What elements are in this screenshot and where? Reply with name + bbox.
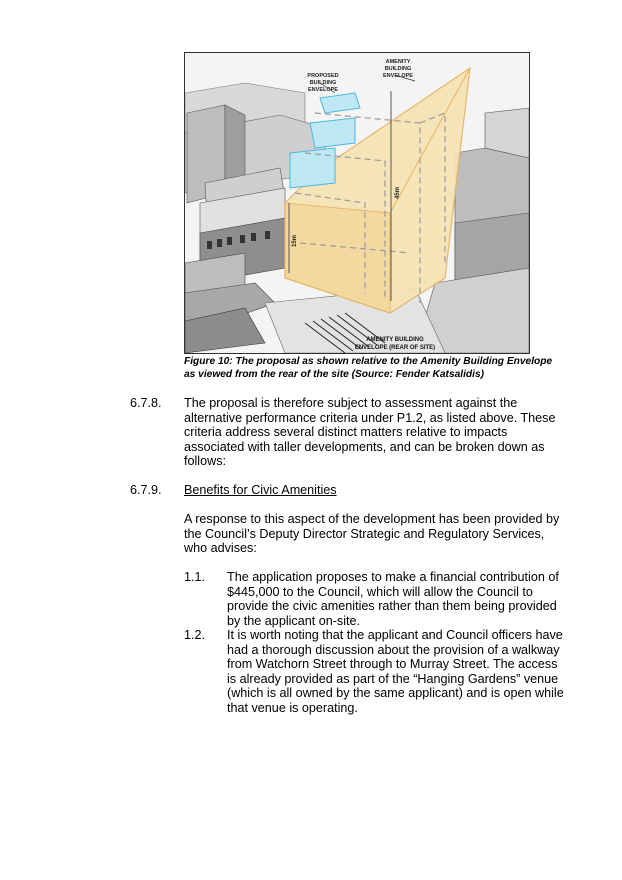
amenity-label-line-1: AMENITY <box>385 59 411 65</box>
proposed-label-line-3: ENVELOPE <box>308 87 338 93</box>
section-679-intro <box>184 512 569 556</box>
caption-line-1: Figure 10: The proposal as shown relative to the Amenity Building Envelope <box>184 356 553 367</box>
paragraph-line: (which is all owned by the same applicant) and is open while <box>227 686 564 700</box>
paragraph-line: The proposal is therefore subject to assessment against the <box>184 396 518 410</box>
paragraph-line: is already provided as part of the “Hanging Gardens” venue <box>227 671 559 686</box>
paragraph-line: who advises: <box>184 541 257 555</box>
bottom-label-line-2: ENVELOPE (REAR OF SITE) <box>354 345 436 351</box>
figure-caption <box>184 356 584 381</box>
paragraph-line: A response to this aspect of the development has been provided by <box>184 512 560 526</box>
item-1-2-text <box>227 628 572 715</box>
section-678-paragraph <box>184 396 569 469</box>
paragraph-line: criteria address several distinct matters relative to impacts <box>184 425 508 439</box>
paragraph-line: The application proposes to make a financial contribution of <box>227 570 559 584</box>
bottom-label-line-1: AMENITY BUILDING <box>366 337 424 343</box>
item-number-1-2: 1.2. <box>184 628 206 642</box>
proposed-label-line-1: PROPOSED <box>307 73 339 79</box>
paragraph-line: follows: <box>184 454 226 468</box>
section-number-678: 6.7.8. <box>130 396 162 410</box>
paragraph-line: by the applicant on-site. <box>227 613 361 628</box>
amenity-label-line-2: BUILDING <box>384 66 412 72</box>
paragraph-line: provide the civic amenities rather than them being provided <box>227 599 557 613</box>
paragraph-line: the Council’s Deputy Director Strategic and Regulatory Services, <box>184 526 545 541</box>
building-envelope-illustration <box>185 53 529 353</box>
paragraph-line: that venue is operating. <box>227 700 358 715</box>
item-1-1-text <box>227 570 572 628</box>
proposed-label-line-2: BUILDING <box>309 80 337 86</box>
paragraph-line: $445,000 to the Council, which will allow the Council to <box>227 584 533 599</box>
paragraph-line: had a thorough discussion about the provision of a walkway <box>227 642 560 657</box>
section-679-heading: Benefits for Civic Amenities <box>184 483 337 497</box>
figure-image <box>184 52 530 354</box>
paragraph-line: It is worth noting that the applicant and Council officers have <box>227 628 563 642</box>
dimension-45m-label: 45m <box>395 186 401 200</box>
caption-line-2: as viewed from the rear of the site (Source: Fender Katsalidis) <box>184 368 485 380</box>
section-number-679: 6.7.9. <box>130 483 162 497</box>
paragraph-line: alternative performance criteria under P1.2, as listed above. These <box>184 410 556 425</box>
paragraph-line: from Watchorn Street through to Murray Street. The access <box>227 657 558 671</box>
amenity-label-line-3: ENVELOPE <box>383 73 413 79</box>
paragraph-line: associated with taller developments, and can be broken down as <box>184 439 545 454</box>
dimension-15m-label: 15m <box>292 234 298 248</box>
item-number-1-1: 1.1. <box>184 570 206 584</box>
